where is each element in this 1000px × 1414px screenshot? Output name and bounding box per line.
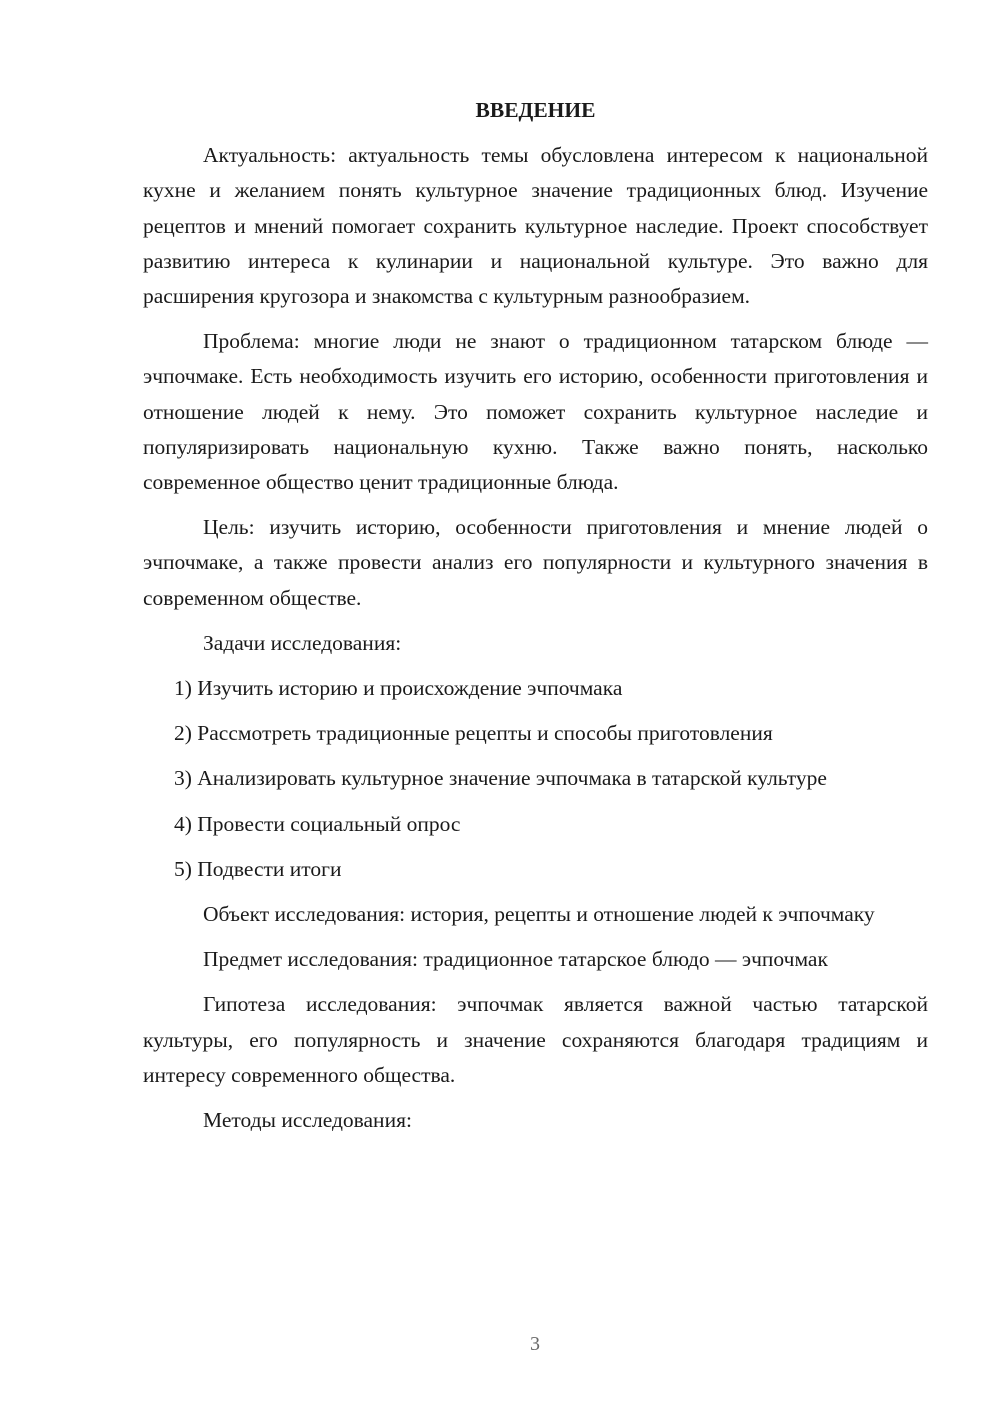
- section-title: ВВЕДЕНИЕ: [475, 98, 596, 122]
- task-item-3: 3) Анализировать культурное значение эчпочмака в татарской культуре: [174, 766, 827, 791]
- paragraph-tasks-heading: Задачи исследования:: [203, 630, 402, 655]
- task-item-2: 2) Рассмотреть традиционные рецепты и способы приготовления: [174, 721, 773, 746]
- paragraph-hypothesis: Гипотеза исследования: эчпочмак является важной частью татарской культуры, его популярность и значение сохраняются благодаря традициям и интересу современного общества.: [143, 992, 928, 1087]
- task-item-4: 4) Провести социальный опрос: [174, 811, 461, 836]
- paragraph-object: Объект исследования: история, рецепты и отношение людей к эчпочмаку: [203, 902, 875, 927]
- task-item-5: 5) Подвести итоги: [174, 856, 342, 881]
- paragraph-goal: Цель: изучить историю, особенности приготовления и мнение людей о эчпочмаке, а также провести анализ его популярности и культурного значения в современном обществе.: [143, 515, 928, 610]
- page-number: 3: [530, 1333, 540, 1355]
- document-page: [143, 93, 928, 1148]
- task-item-1: 1) Изучить историю и происхождение эчпочмака: [174, 676, 623, 701]
- paragraph-problem: Проблема: многие люди не знают о традиционном татарском блюде — эчпочмаке. Есть необходимость изучить его историю, особенности приготовления и отношение людей к нему. Это поможет сохранить культурное наследие и популяризировать национальную кухню. Также важно понять, насколько современное общество ценит традиционные блюда.: [143, 329, 928, 495]
- paragraph-subject: Предмет исследования: традиционное татарское блюдо — эчпочмак: [203, 947, 828, 972]
- paragraph-relevance: Актуальность: актуальность темы обусловлена интересом к национальной кухне и желанием понять культурное значение традиционных блюд. Изучение рецептов и мнений помогает сохранить культурное наследие. Проект способствует развитию интереса к кулинарии и национальной культуре. Это важно для расширения кругозора и знакомства с культурным разнообразием.: [143, 143, 928, 309]
- paragraph-methods: Методы исследования:: [203, 1108, 412, 1133]
